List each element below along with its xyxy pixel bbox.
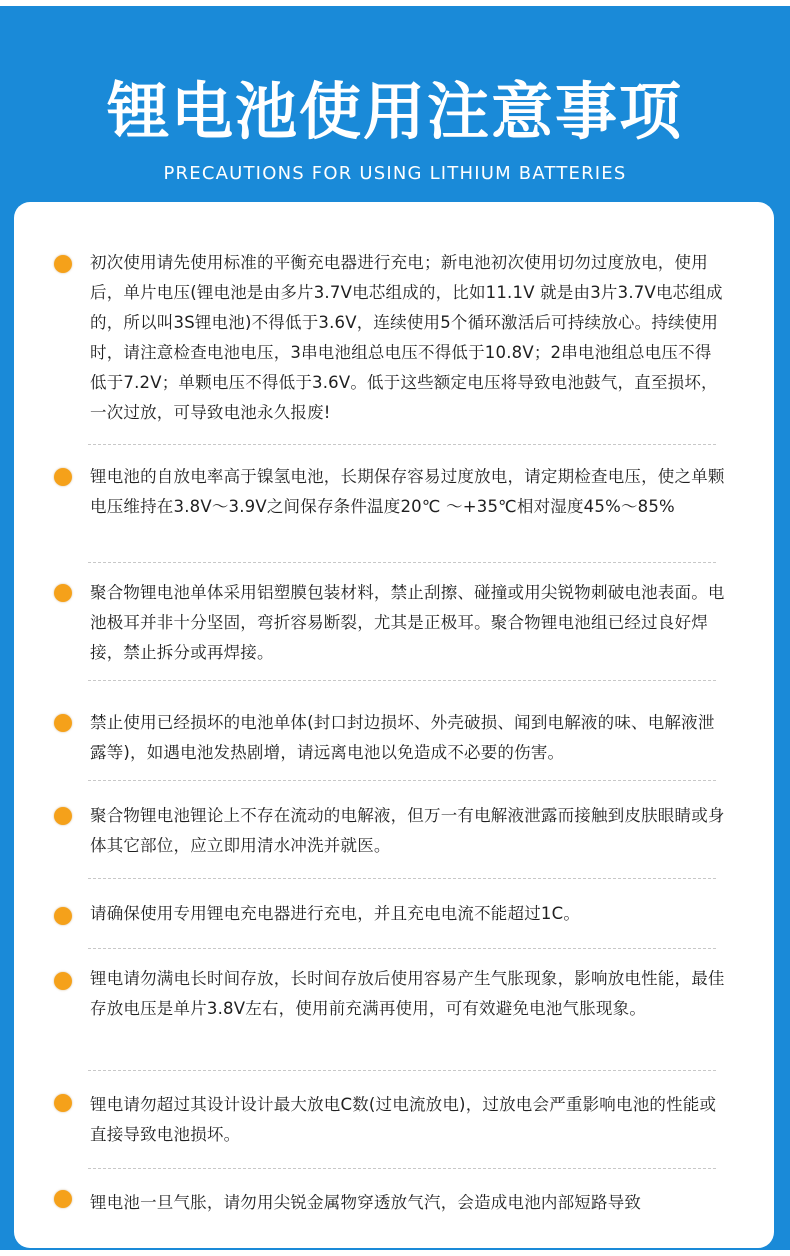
precaution-text: 锂电请勿超过其设计设计最大放电C数(过电流放电)，过放电会严重影响电池的性能或直接导致电池损坏。 [90, 1095, 717, 1144]
precaution-text: 初次使用请先使用标准的平衡充电器进行充电；新电池初次使用切勿过度放电，使用后，单片电压(锂电池是由多片3.7V电芯组成的，比如11.1V 就是由3片3.7V电芯组成的，所以叫3S锂电池)不得低于3.6V，连续使用5个循环激活后可持续放心。持续使用时，请注意检查电池电压，3串电池组总电压不得低于10.8V；2串电池组总电压不得低于7.2V；单颗电压不得低于3.6V。低于这些额定电压将导致电池鼓气，直至损坏，一次过放，可导致电池永久报废! [90, 253, 723, 422]
dashed-divider [88, 780, 716, 781]
precaution-text: 聚合物锂电池单体采用铝塑膜包装材料，禁止刮擦、碰撞或用尖锐物刺破电池表面。电池极耳并非十分坚固，弯折容易断裂，尤其是正极耳。聚合物锂电池组已经过良好焊接，禁止拆分或再焊接。 [90, 583, 725, 662]
precaution-text: 锂电池的自放电率高于镍氢电池，长期保存容易过度放电，请定期检查电压，使之单颗电压维持在3.8V～3.9V之间保存条件温度20℃ ～+35℃相对湿度45%～85% [90, 467, 725, 516]
bullet-dot-icon [54, 468, 72, 486]
bullet-dot-icon [54, 255, 72, 273]
precaution-text: 聚合物锂电池锂论上不存在流动的电解液，但万一有电解液泄露而接触到皮肤眼睛或身体其它部位，应立即用清水冲洗并就医。 [90, 806, 725, 855]
bullet-dot-icon [54, 584, 72, 602]
dashed-divider [88, 1168, 716, 1169]
precaution-text: 锂电请勿满电长时间存放，长时间存放后使用容易产生气胀现象，影响放电性能，最佳存放电压是单片3.8V左右，使用前充满再使用，可有效避免电池气胀现象。 [90, 969, 725, 1018]
bullet-dot-icon [54, 1094, 72, 1112]
bullet-dot-icon [54, 972, 72, 990]
dashed-divider [88, 680, 716, 681]
precautions-card [14, 202, 774, 1248]
precaution-text: 锂电池一旦气胀，请勿用尖锐金属物穿透放气汽，会造成电池内部短路导致 [90, 1193, 642, 1212]
precaution-text: 请确保使用专用锂电充电器进行充电，并且充电电流不能超过1C。 [90, 904, 581, 923]
bullet-dot-icon [54, 1190, 72, 1208]
page-title: 锂电池使用注意事项 [106, 75, 683, 148]
dashed-divider [88, 1070, 716, 1071]
bullet-dot-icon [54, 714, 72, 732]
precaution-text: 禁止使用已经损坏的电池单体(封口封边损坏、外壳破损、闻到电解液的味、电解液泄露等)，如遇电池发热剧增，请远离电池以免造成不必要的伤害。 [90, 713, 715, 762]
dashed-divider [88, 444, 716, 445]
bullet-dot-icon [54, 907, 72, 925]
dashed-divider [88, 878, 716, 879]
dashed-divider [88, 562, 716, 563]
page-subtitle: PRECAUTIONS FOR USING LITHIUM BATTERIES [163, 163, 627, 184]
dashed-divider [88, 948, 716, 949]
bullet-dot-icon [54, 807, 72, 825]
blue-frame [0, 6, 790, 1250]
